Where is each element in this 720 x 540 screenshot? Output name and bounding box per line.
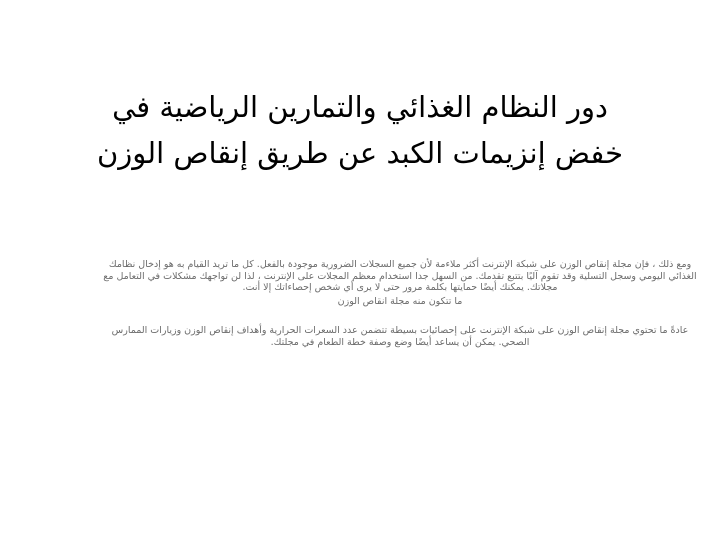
slide-body bbox=[100, 259, 700, 348]
body-paragraph-2: ما تتكون منه مجلة انقاص الوزن bbox=[337, 295, 463, 307]
body-paragraph-3: عادةً ما تحتوي مجلة إنقاص الوزن على شبكة الإنترنت على إحصائيات بسيطة تتضمن عدد السعرات الحرارية وأهداف إنقاص الوزن وزيارات الممارس الصحي. يمكن أن يساعد أيضًا وضع وصفة خطة الطعام في مجلتك. bbox=[111, 325, 689, 348]
body-paragraph-1: ومع ذلك ، فإن مجلة إنقاص الوزن على شبكة الإنترنت أكثر ملاءمة لأن جميع السجلات الضرورية موجودة بالفعل. كل ما تريد القيام به هو إدخال نظامك الغذائي اليومي وسجل التسلية وقد تقوم آليًا بتتبع تقدمك. من السهل جدا استخدام معظم المجلات على الإنترنت ، لذا لن تواجهك مشكلات في التعامل مع مجلاتك. يمكنك أيضًا حمايتها بكلمة مرور حتى لا يرى أي شخص إحصاءاتك إلا أنت. bbox=[103, 259, 697, 293]
title-line-1: دور النظام الغذائي والتمارين الرياضية في bbox=[112, 90, 608, 124]
slide-title bbox=[40, 84, 680, 176]
title-line-2: خفض إنزيمات الكبد عن طريق إنقاص الوزن bbox=[96, 136, 623, 170]
